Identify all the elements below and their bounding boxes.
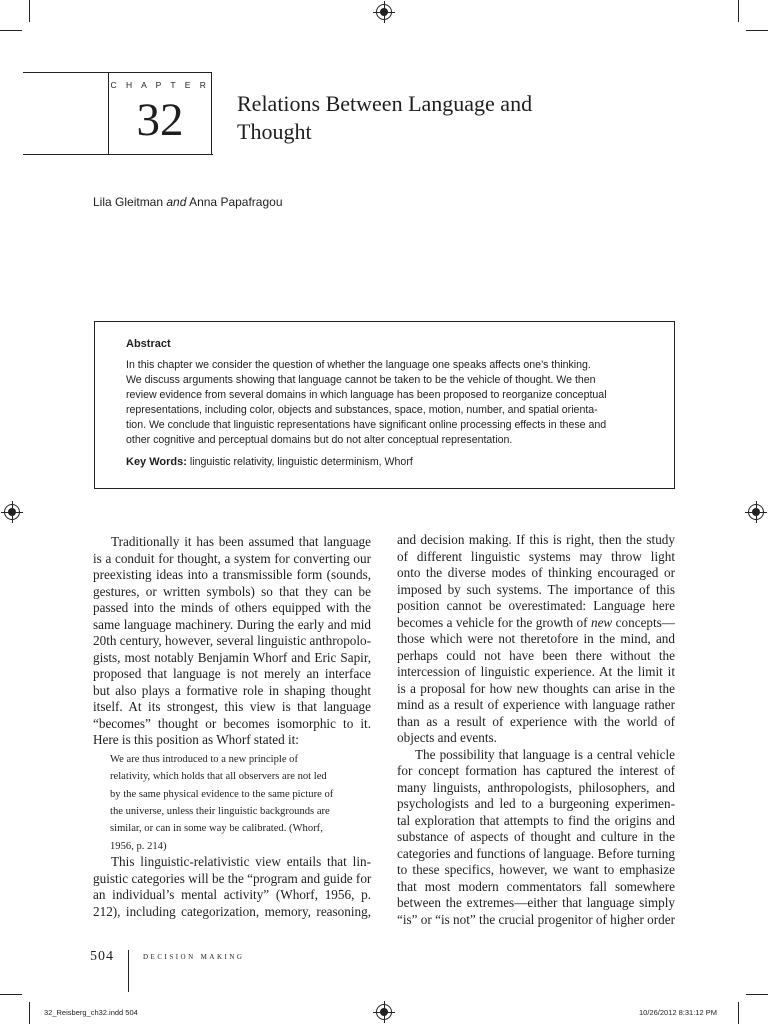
body-line: that most modern commentators fall somewhere [397, 878, 675, 894]
body-line: position cannot be overestimated: Language here [397, 598, 675, 613]
body-line: mind as a result of experience with language rather [397, 697, 675, 712]
body-line: but also plays a formative role in shaping thought [93, 682, 371, 698]
chapter-title [237, 90, 597, 146]
body-line: preexisting ideas into a transmissible form (sounds, [93, 567, 371, 582]
registration-mark-icon [376, 4, 392, 20]
abstract-line: tion. We conclude that linguistic representations have significant online processing effects in these and [126, 419, 607, 431]
body-line: becomes a vehicle for the growth of new concepts— [397, 614, 675, 630]
folio-divider [128, 950, 129, 992]
body-line: many linguists, anthropologists, philosophers, and [397, 779, 675, 795]
crop-mark-top-left [29, 0, 30, 22]
quote-line: the universe, unless their linguistic backgrounds are [110, 805, 330, 817]
body-line: “becomes” thought or becomes isomorphic to it. [93, 715, 371, 731]
body-line: intercession of linguistic experience. At the limit it [397, 664, 675, 679]
body-line: psychologists and led to a burgeoning experimen- [397, 796, 675, 811]
keywords-text: linguistic relativity, linguistic determinism, Whorf [189, 456, 413, 468]
chapter-title-line-1: Relations Between Language and [237, 91, 533, 116]
body-line: substance of aspects of thought and culture in the [397, 829, 675, 844]
slug-timestamp: 10/26/2012 8:31:12 PM [639, 1008, 717, 1017]
body-line: perhaps could not have been there without the [397, 647, 675, 663]
body-line: between the extremes—either that language simply [397, 895, 675, 910]
crop-mark-top-right [738, 0, 739, 22]
crop-mark-left-top [0, 30, 22, 31]
body-line: proposed that language is not merely an interface [93, 666, 371, 681]
body-line: itself. At its strongest, this view is that language [93, 699, 371, 714]
body-line: and decision making. If this is right, then the study [397, 532, 675, 547]
abstract-line: review evidence from several domains in which language has been proposed to reorganize conceptual [126, 389, 607, 401]
chapter-number: 32 [136, 94, 184, 146]
body-line: 20th century, however, several linguistic anthropolo- [93, 633, 372, 648]
slug-filename: 32_Reisberg_ch32.indd 504 [44, 1008, 138, 1017]
crop-mark-left-bottom [0, 994, 22, 995]
abstract-line: In this chapter we consider the question of whether the language one speaks affects one’s thinking. [126, 359, 591, 371]
chapter-title-line-2: Thought [237, 119, 312, 144]
body-line: “is” or “is not” the crucial progenitor of higher order [397, 911, 675, 927]
body-line: Traditionally it has been assumed that language [111, 534, 371, 549]
author-1: Lila Gleitman [93, 195, 164, 209]
body-line: guistic categories will be the “program and guide for [93, 870, 372, 886]
registration-mark-icon [748, 504, 764, 520]
keywords-label: Key Words: [126, 456, 187, 468]
registration-mark-icon [376, 1004, 392, 1020]
crop-mark-bottom-left [29, 1002, 30, 1024]
body-line: same language machinery. During the early and mid [93, 616, 371, 632]
body-line: gestures, or written symbols) so that they can be [93, 583, 371, 599]
body-line: tal exploration that attempts to find the origins and [397, 812, 675, 828]
author-2: Anna Papafragou [189, 195, 283, 209]
body-line: an individual’s mental activity” (Whorf, 1956, p. [93, 887, 371, 902]
body-line: gists, most notably Benjamin Whorf and Eric Sapir, [93, 649, 371, 665]
authors [93, 195, 283, 209]
header-rule-left [23, 72, 109, 73]
body-line: imposed by such systems. The importance of this [397, 581, 675, 597]
body-line: Here is this position as Whorf stated it: [93, 732, 299, 747]
quote-line: similar, or can in some way be calibrated. (Whorf, [110, 823, 323, 835]
crop-mark-right-bottom [746, 994, 768, 995]
body-line: of different linguistic systems may throw light [397, 548, 675, 564]
quote-line: by the same physical evidence to the same picture of [110, 788, 334, 800]
body-line: passed into the minds of others equipped with the [93, 600, 371, 615]
author-conjunction: and [166, 195, 187, 209]
abstract-heading: Abstract [126, 338, 171, 350]
body-line: objects and events. [397, 730, 497, 745]
abstract-line: other cognitive and perceptual domains but do not alter conceptual representation. [126, 434, 513, 446]
keywords [126, 456, 413, 468]
body-line: onto the diverse modes of thinking encouraged or [397, 565, 675, 580]
body-line: than as a result of experience with the world of [397, 713, 675, 729]
page-number: 504 [90, 949, 114, 964]
body-line: This linguistic-relativistic view entails that lin- [111, 854, 371, 869]
quote-line: 1956, p. 214) [110, 840, 167, 852]
header-rule-bottom [23, 154, 213, 155]
abstract-line: representations, including color, objects and substances, space, motion, number, and spatial orienta- [126, 404, 598, 416]
crop-mark-bottom-right [738, 1002, 739, 1024]
body-line: those which were not theretofore in the mind, and [397, 631, 675, 646]
body-line: is a proposal for how new thoughts can arise in the [397, 680, 675, 696]
abstract-line: We discuss arguments showing that language cannot be taken to be the vehicle of thought. We then [126, 374, 596, 386]
body-line: 212), including categorization, memory, reasoning, [93, 903, 371, 919]
chapter-label: C H A P T E R [110, 80, 210, 90]
body-line: categories and functions of language. Before turning [397, 845, 675, 861]
quote-line: We are thus introduced to a new principle of [110, 754, 299, 765]
registration-mark-icon [4, 504, 20, 520]
crop-mark-right-top [746, 30, 768, 31]
quote-line: relativity, which holds that all observers are not led [110, 771, 327, 783]
body-line: for concept formation has captured the interest of [397, 763, 675, 778]
running-head: decision making [143, 951, 245, 962]
body-line: The possibility that language is a central vehicle [415, 746, 675, 762]
body-line: to these specifics, however, we want to emphasize [397, 862, 675, 877]
body-line: is a conduit for thought, a system for converting our [93, 550, 371, 566]
